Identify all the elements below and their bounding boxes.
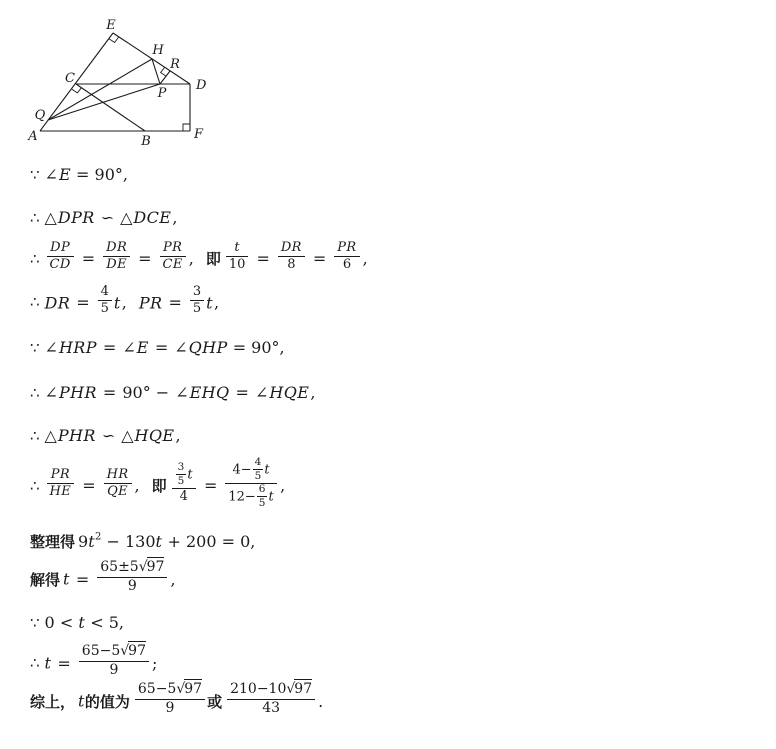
geometry-figure (0, 0, 240, 160)
radicand: 97 (128, 643, 146, 660)
fraction-numerator: PR (334, 240, 359, 257)
fraction (47, 467, 75, 501)
math-var: DPR (57, 208, 95, 227)
statement-t-range (30, 612, 368, 632)
angle-symbol: ∠ (122, 338, 136, 357)
vertex-label-d: D (196, 78, 207, 93)
similar-symbol: ∽ (101, 426, 116, 445)
fraction-numerator: 4 (254, 456, 262, 468)
equals-sign: = (154, 338, 169, 357)
math-var: HRP (58, 338, 97, 357)
equals-sign: = (312, 249, 327, 269)
statement-quadratic (30, 531, 368, 552)
triangle-symbol: △ (121, 426, 134, 445)
edge-qp (48, 84, 160, 120)
fraction-numerator: DP (47, 240, 74, 257)
fraction-denominator (225, 484, 277, 510)
fraction-denominator: 43 (262, 699, 281, 716)
math-var: HQE (269, 383, 310, 402)
math-text: = 90°, (76, 165, 128, 184)
math-var: t (187, 467, 193, 483)
math-var: t (268, 489, 275, 505)
math-var: PHR (58, 383, 97, 402)
fraction-numerator: DR (103, 240, 130, 257)
math-var: DR (44, 292, 71, 312)
right-angle-marker-c (72, 88, 81, 93)
therefore-symbol: ∴ (30, 249, 40, 268)
equals-sign: = (203, 476, 218, 496)
statement-similar-phr-hqe (30, 425, 368, 445)
fraction-numerator (225, 457, 277, 484)
equals-sign: = (138, 249, 152, 269)
statement-proportion-equation (30, 456, 368, 512)
nested-fraction (257, 483, 268, 509)
fraction-numerator (97, 559, 167, 578)
fraction-numerator: t (226, 240, 249, 257)
math-var: t (44, 653, 52, 673)
fraction-denominator: HE (49, 484, 72, 500)
math-var: t (78, 613, 86, 633)
fraction (47, 240, 74, 274)
math-text: 12− (228, 489, 256, 505)
punctuation: . (318, 691, 324, 711)
equals-sign: = (102, 338, 117, 357)
equals-sign: = (81, 249, 96, 269)
edge-ae (40, 33, 113, 131)
therefore-symbol: ∴ (30, 293, 40, 312)
fraction-numerator (227, 681, 315, 700)
vertex-label-c: C (65, 71, 75, 86)
math-var: t (63, 569, 70, 589)
equals-sign: = (82, 476, 96, 496)
math-var: QHP (188, 338, 228, 357)
triangle-symbol: △ (44, 208, 57, 227)
math-text: + 200 = 0, (162, 532, 256, 552)
angle-symbol: ∠ (44, 338, 58, 357)
fraction-numerator: HR (104, 467, 132, 484)
punctuation: , (121, 292, 127, 312)
math-text: < 5, (85, 613, 124, 633)
statement-similar-dpr-dce (30, 207, 368, 227)
punctuation: , (170, 569, 176, 589)
therefore-symbol: ∴ (30, 654, 40, 673)
equals-sign: = (235, 383, 249, 402)
radical-fraction (97, 559, 167, 595)
radicand: 97 (294, 681, 313, 698)
math-var: t (155, 532, 163, 552)
fraction-numerator: 3 (190, 284, 204, 301)
math-text: 65±5 (100, 559, 139, 576)
math-var: E (136, 338, 149, 357)
punctuation: , (172, 208, 178, 227)
statement-angle-phr (30, 382, 368, 402)
radical-fraction (227, 681, 315, 717)
right-angle-marker-f (183, 124, 190, 131)
vertex-label-f: F (194, 127, 204, 142)
fraction-denominator: 5 (258, 496, 266, 509)
fraction-denominator: CE (162, 257, 183, 273)
fraction-numerator: 3 (177, 460, 185, 473)
math-var: PR (138, 292, 163, 312)
angle-symbol: ∠ (174, 338, 188, 357)
math-var: t (88, 532, 96, 552)
radical-symbol: √ (138, 559, 148, 576)
fraction-numerator: PR (47, 467, 75, 484)
right-angle-marker-e (109, 37, 119, 43)
equals-sign: = (168, 292, 182, 312)
statement-conclusion (30, 683, 368, 719)
punctuation: , (134, 476, 140, 496)
fraction (98, 284, 112, 318)
angle-symbol: ∠ (44, 165, 58, 184)
chinese-text: 整理得 (30, 533, 76, 552)
math-var: HQE (134, 426, 175, 445)
fraction-denominator: 9 (127, 577, 137, 594)
because-symbol: ∵ (30, 338, 40, 357)
geometry-figure-svg (0, 0, 240, 156)
angle-symbol: ∠ (44, 383, 58, 402)
equals-sign: = (75, 569, 90, 589)
vertex-label-h: H (152, 43, 164, 58)
triangle-symbol: △ (120, 208, 133, 227)
math-text: 90° − (122, 383, 170, 402)
math-text: 210−10 (230, 681, 287, 698)
vertex-label-b: B (141, 134, 151, 149)
fraction (190, 284, 204, 318)
exponent: 2 (95, 532, 102, 544)
statement-angle-e (30, 164, 368, 184)
right-angle-marker-r (161, 67, 166, 76)
equals-sign: = (76, 292, 90, 312)
triangle-symbol: △ (44, 426, 57, 445)
fraction-denominator: 9 (165, 699, 175, 716)
fraction-numerator: 6 (258, 483, 266, 496)
chinese-text: 即 (205, 250, 221, 269)
radical-symbol: √ (176, 681, 186, 698)
nested-fraction (253, 456, 264, 482)
math-text: 4− (232, 462, 252, 478)
punctuation: , (175, 426, 181, 445)
fraction-denominator: DE (106, 257, 127, 273)
chinese-text: 的值为 (84, 692, 130, 711)
fraction-denominator: 10 (228, 257, 246, 273)
angle-symbol: ∠ (254, 383, 269, 402)
because-symbol: ∵ (30, 165, 40, 184)
fraction-denominator: 6 (342, 257, 352, 273)
fraction-numerator: 4 (98, 284, 112, 301)
fraction-denominator: 5 (100, 300, 109, 316)
therefore-symbol: ∴ (30, 383, 40, 402)
radical-fraction (79, 643, 149, 679)
radical-symbol: √ (286, 681, 296, 698)
punctuation: , (188, 249, 194, 269)
fraction (104, 467, 132, 501)
fraction-denominator: 9 (109, 661, 119, 678)
equals-sign: = (256, 249, 270, 269)
equals-sign: = (57, 653, 71, 673)
compound-fraction (172, 462, 196, 505)
chinese-text: 即 (151, 477, 167, 496)
punctuation: , (362, 249, 368, 269)
fraction-numerator: DR (278, 240, 305, 257)
punctuation: , (310, 383, 316, 402)
punctuation: ; (152, 653, 158, 673)
angle-symbol: ∠ (175, 383, 189, 402)
math-var: DCE (133, 208, 172, 227)
math-text: 9 (78, 532, 89, 552)
chinese-text: 或 (207, 692, 223, 711)
vertex-label-e: E (106, 18, 116, 33)
radical-fraction (135, 681, 205, 717)
statement-t-value (30, 645, 368, 681)
chinese-text: 综上， (30, 692, 76, 711)
statement-right-angles (30, 337, 368, 357)
radicand: 97 (184, 681, 203, 698)
fraction-numerator (135, 681, 205, 700)
edge-qh (48, 59, 152, 120)
therefore-symbol: ∴ (30, 426, 40, 445)
equals-sign: = (102, 383, 117, 402)
math-var: EHQ (189, 383, 230, 402)
proof-body (0, 156, 368, 719)
fraction-denominator: 5 (177, 474, 185, 487)
statement-ratios (30, 242, 368, 276)
fraction-denominator: 5 (192, 300, 202, 316)
fraction-denominator: 8 (287, 257, 296, 273)
because-symbol: ∵ (30, 613, 40, 632)
fraction (103, 240, 130, 274)
fraction-denominator: 4 (179, 489, 188, 505)
similar-symbol: ∽ (100, 208, 115, 227)
fraction (160, 240, 186, 274)
statement-dr-pr-values (30, 283, 368, 320)
fraction-denominator: QE (107, 484, 129, 500)
math-text: = 90°, (232, 338, 285, 357)
vertex-label-a: A (28, 129, 38, 144)
chinese-text: 解得 (30, 570, 61, 589)
math-text: 65−5 (81, 643, 121, 660)
radical-symbol: √ (120, 643, 130, 660)
math-var: t (264, 462, 270, 478)
fraction (226, 240, 249, 274)
math-text: 0 < (44, 613, 79, 633)
math-text: 65−5 (137, 681, 177, 698)
fraction (278, 240, 305, 274)
vertex-label-q: Q (34, 108, 46, 123)
nested-fraction (176, 461, 187, 487)
vertex-label-r: R (170, 57, 180, 72)
math-var: t (206, 292, 214, 312)
therefore-symbol: ∴ (30, 476, 40, 495)
vertex-label-p: P (157, 86, 167, 101)
math-text: − 130 (101, 532, 156, 552)
punctuation: , (280, 476, 286, 496)
fraction (334, 240, 359, 274)
math-var: E (58, 165, 72, 184)
fraction-numerator: PR (160, 240, 186, 257)
fraction-denominator: 5 (254, 469, 262, 482)
statement-solve (30, 561, 368, 597)
math-var: t (113, 292, 121, 312)
fraction-numerator (172, 462, 196, 489)
fraction-denominator: CD (49, 257, 71, 273)
math-var: t (78, 691, 85, 711)
punctuation: , (214, 292, 220, 312)
radicand: 97 (146, 559, 165, 576)
compound-fraction (225, 457, 277, 510)
math-var: PHR (57, 426, 96, 445)
therefore-symbol: ∴ (30, 208, 40, 227)
fraction-numerator (79, 643, 149, 662)
